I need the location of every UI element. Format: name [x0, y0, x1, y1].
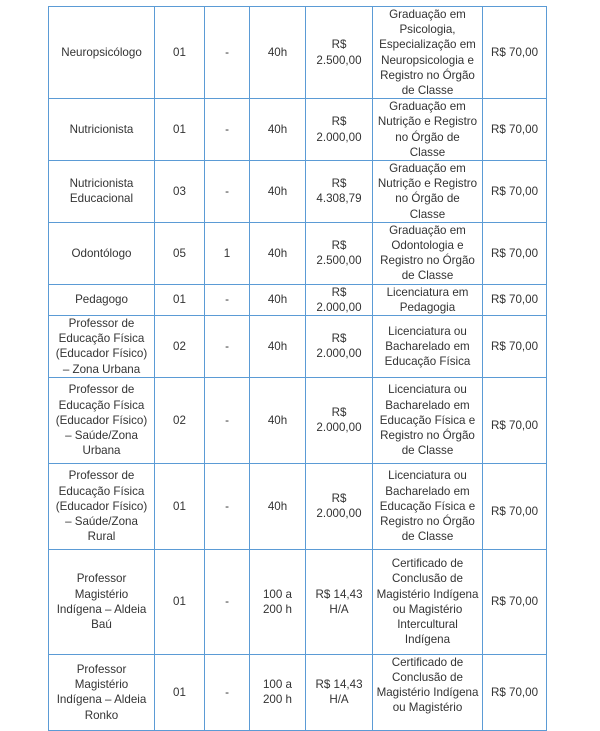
- table-row: [49, 377, 547, 463]
- cell-requisitos: Graduação em Odontologia e Registro no Órgão de Classe: [373, 222, 483, 284]
- cell-pcd: -: [205, 161, 250, 223]
- cell-vagas: 01: [155, 99, 205, 161]
- cell-carga-horaria: 40h: [250, 222, 306, 284]
- cell-vencimento: R$ 2.000,00: [306, 377, 373, 463]
- cell-vagas: 01: [155, 284, 205, 315]
- cell-cargo: Professor de Educação Física (Educador Físico) – Zona Urbana: [49, 316, 155, 378]
- cell-vencimento: R$ 4.308,79: [306, 161, 373, 223]
- cell-vagas: 03: [155, 161, 205, 223]
- cell-taxa: R$ 70,00: [483, 161, 547, 223]
- cell-vagas: 02: [155, 316, 205, 378]
- cell-vencimento: R$ 2.500,00: [306, 222, 373, 284]
- cell-carga-horaria: 100 a 200 h: [250, 654, 306, 730]
- cell-pcd: -: [205, 549, 250, 654]
- cell-taxa: R$ 70,00: [483, 316, 547, 378]
- cell-taxa: R$ 70,00: [483, 377, 547, 463]
- cell-cargo: Nutricionista: [49, 99, 155, 161]
- cell-pcd: -: [205, 377, 250, 463]
- job-positions-table: [48, 6, 547, 731]
- cell-pcd: -: [205, 463, 250, 549]
- cell-taxa: R$ 70,00: [483, 99, 547, 161]
- cell-vencimento: R$ 14,43 H/A: [306, 549, 373, 654]
- cell-vagas: 01: [155, 7, 205, 99]
- cell-requisitos: Licenciatura ou Bacharelado em Educação Física e Registro no Órgão de Classe: [373, 463, 483, 549]
- table-row: [49, 549, 547, 654]
- cell-requisitos: Certificado de Conclusão de Magistério Indígena ou Magistério: [373, 654, 483, 730]
- cell-cargo: Professor Magistério Indígena – Aldeia Baú: [49, 549, 155, 654]
- cell-carga-horaria: 100 a 200 h: [250, 549, 306, 654]
- cell-taxa: R$ 70,00: [483, 654, 547, 730]
- cell-pcd: -: [205, 654, 250, 730]
- cell-vagas: 01: [155, 654, 205, 730]
- cell-vencimento: R$ 2.000,00: [306, 284, 373, 315]
- table-row: [49, 222, 547, 284]
- cell-carga-horaria: 40h: [250, 99, 306, 161]
- cell-carga-horaria: 40h: [250, 161, 306, 223]
- cell-requisitos: Certificado de Conclusão de Magistério Indígena ou Magistério Intercultural Indígena: [373, 549, 483, 654]
- cell-requisitos: Graduação em Nutrição e Registro no Órgão de Classe: [373, 161, 483, 223]
- table-row: [49, 161, 547, 223]
- cell-vencimento: R$ 2.500,00: [306, 7, 373, 99]
- cell-carga-horaria: 40h: [250, 377, 306, 463]
- cell-pcd: -: [205, 99, 250, 161]
- table-row: [49, 7, 547, 99]
- cell-carga-horaria: 40h: [250, 284, 306, 315]
- cell-carga-horaria: 40h: [250, 316, 306, 378]
- table-row: [49, 654, 547, 730]
- cell-vencimento: R$ 14,43 H/A: [306, 654, 373, 730]
- cell-taxa: R$ 70,00: [483, 549, 547, 654]
- cell-requisitos: Licenciatura ou Bacharelado em Educação Física e Registro no Órgão de Classe: [373, 377, 483, 463]
- cell-pcd: 1: [205, 222, 250, 284]
- cell-pcd: -: [205, 284, 250, 315]
- cell-cargo: Neuropsicólogo: [49, 7, 155, 99]
- cell-requisitos: Graduação em Nutrição e Registro no Órgão de Classe: [373, 99, 483, 161]
- cell-requisitos: Licenciatura ou Bacharelado em Educação Física: [373, 316, 483, 378]
- table-row: [49, 316, 547, 378]
- cell-requisitos: Graduação em Psicologia, Especialização em Neuropsicologia e Registro no Órgão de Classe: [373, 7, 483, 99]
- cell-vagas: 01: [155, 463, 205, 549]
- cell-vagas: 02: [155, 377, 205, 463]
- cell-cargo: Nutricionista Educacional: [49, 161, 155, 223]
- cell-taxa: R$ 70,00: [483, 284, 547, 315]
- table-row: [49, 99, 547, 161]
- cell-taxa: R$ 70,00: [483, 7, 547, 99]
- cell-cargo: Professor Magistério Indígena – Aldeia Ronko: [49, 654, 155, 730]
- table-row: [49, 284, 547, 315]
- cell-vencimento: R$ 2.000,00: [306, 463, 373, 549]
- cell-cargo: Professor de Educação Física (Educador Físico) – Saúde/Zona Rural: [49, 463, 155, 549]
- cell-cargo: Pedagogo: [49, 284, 155, 315]
- cell-pcd: -: [205, 7, 250, 99]
- cell-cargo: Odontólogo: [49, 222, 155, 284]
- cell-pcd: -: [205, 316, 250, 378]
- cell-cargo: Professor de Educação Física (Educador Físico) – Saúde/Zona Urbana: [49, 377, 155, 463]
- cell-vagas: 05: [155, 222, 205, 284]
- cell-taxa: R$ 70,00: [483, 463, 547, 549]
- cell-carga-horaria: 40h: [250, 7, 306, 99]
- cell-vagas: 01: [155, 549, 205, 654]
- cell-carga-horaria: 40h: [250, 463, 306, 549]
- cell-requisitos: Licenciatura em Pedagogia: [373, 284, 483, 315]
- cell-vencimento: R$ 2.000,00: [306, 99, 373, 161]
- cell-vencimento: R$ 2.000,00: [306, 316, 373, 378]
- table-row: [49, 463, 547, 549]
- cell-taxa: R$ 70,00: [483, 222, 547, 284]
